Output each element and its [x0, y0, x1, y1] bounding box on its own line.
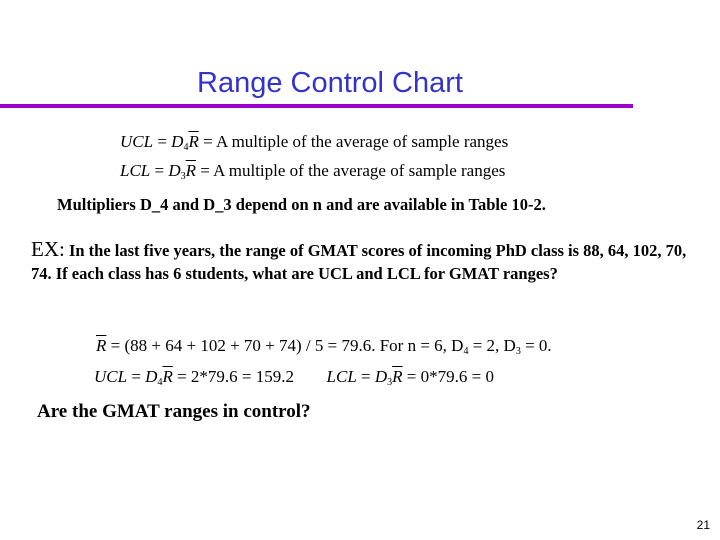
ucl-symbol: UCL — [120, 132, 154, 151]
page-number: 21 — [696, 518, 710, 532]
limits-calculation: UCL = $D_4\overline{R} = 2*79.6 = 159.2$ LCL = $D_3\overline{R} = 0*79.6 = 0$ — [94, 367, 494, 388]
d3-symbol: D — [168, 161, 181, 180]
d4-symbol: D — [145, 367, 158, 386]
ucl-symbol: UCL — [94, 367, 128, 386]
d3-subscript: 3 — [515, 346, 521, 357]
d3-subscript: 3 — [387, 377, 393, 388]
r-bar-symbol: $\overline{R}$ — [185, 161, 197, 180]
d4-subscript: 4 — [183, 142, 189, 153]
d3-value: = 0. — [520, 336, 552, 355]
multipliers-note: Multipliers D_4 and D_3 depend on n and are available in Table 10-2. — [57, 195, 546, 214]
ucl-result: = 2*79.6 = 159.2 — [177, 367, 295, 386]
r-bar-symbol: $\overline{R}$ — [96, 336, 107, 355]
d3-subscript: 3 — [180, 171, 186, 182]
control-question: Are the GMAT ranges in control? — [37, 401, 311, 422]
lcl-result: = 0*79.6 = 0 — [406, 367, 494, 386]
r-bar-symbol: $\overline{R}$ — [392, 367, 403, 386]
slide-title: Range Control Chart — [197, 67, 463, 99]
ucl-description: = A multiple of the average of sample ranges — [203, 132, 509, 151]
rbar-calculation — [96, 335, 552, 357]
example-problem — [31, 238, 701, 285]
d4-subscript: 4 — [463, 346, 469, 357]
lcl-symbol: LCL — [326, 367, 357, 386]
lcl-symbol: LCL — [120, 161, 151, 180]
d4-symbol: D — [171, 132, 184, 151]
title-divider — [0, 104, 633, 108]
lcl-description: = A multiple of the average of sample ranges — [200, 161, 506, 180]
ucl-formula: UCL = $D_4\overline{R} = A$ multiple of the average of sample ranges — [120, 132, 509, 153]
example-label: EX: — [31, 237, 65, 261]
rbar-expression: = (88 + 64 + 102 + 70 + 74) / 5 = 79.6. For n = 6, D — [110, 336, 464, 355]
lcl-formula: LCL = $D_3\overline{R} = A$ multiple of the average of sample ranges — [120, 161, 506, 182]
d4-subscript: 4 — [157, 377, 163, 388]
r-bar-symbol: $\overline{R}$ — [188, 132, 199, 151]
r-bar-symbol: $\overline{R}$ — [162, 367, 173, 386]
d3-symbol: D — [374, 367, 388, 386]
d4-value: = 2, D — [468, 336, 516, 355]
example-text: In the last five years, the range of GMAT scores of incoming PhD class is 88, 64, 102, 70, 74. If each class has 6 students, what are UCL and LCL for GMAT ranges? — [31, 241, 687, 283]
